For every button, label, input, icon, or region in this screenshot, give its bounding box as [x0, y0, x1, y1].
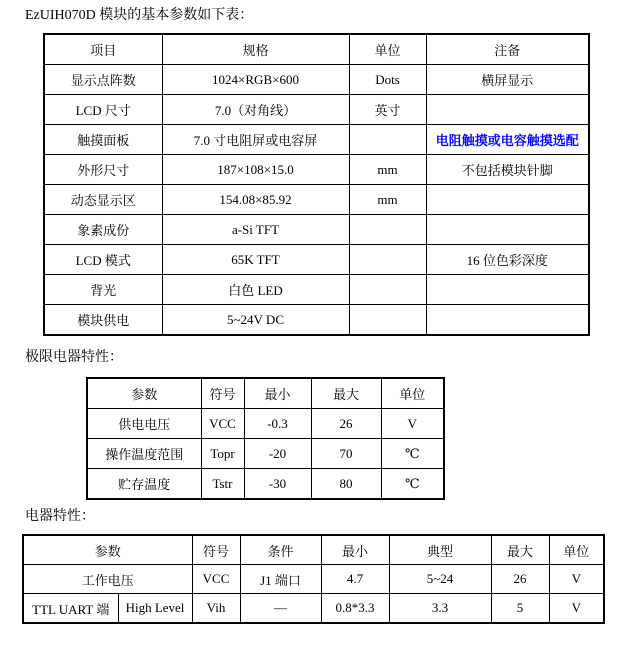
- electrical-characteristics-heading: 电器特性：: [25, 509, 95, 524]
- table-row: [44, 245, 589, 275]
- cell: VCC: [201, 409, 244, 439]
- header-cell: 条件: [240, 535, 321, 565]
- table-row: [87, 469, 444, 500]
- cell: 4.7: [321, 565, 389, 594]
- basic-parameters-table: [43, 33, 590, 336]
- cell: 16 位色彩深度: [426, 245, 589, 275]
- cell: J1 端口: [240, 565, 321, 594]
- cell: 154.08×85.92: [162, 185, 349, 215]
- cell: 显示点阵数: [44, 65, 162, 95]
- cell: 外形尺寸: [44, 155, 162, 185]
- cell: Dots: [349, 65, 426, 95]
- cell: [426, 95, 589, 125]
- header-cell: 参数: [23, 535, 192, 565]
- header-cell: 最大: [311, 378, 381, 409]
- cell: 187×108×15.0: [162, 155, 349, 185]
- cell: TTL UART 端: [23, 594, 118, 624]
- table-row: [44, 185, 589, 215]
- cell: 白色 LED: [162, 275, 349, 305]
- cell: 5~24: [389, 565, 491, 594]
- header-cell: 注备: [426, 34, 589, 65]
- cell: 26: [491, 565, 549, 594]
- cell: Tstr: [201, 469, 244, 500]
- header-row: [87, 378, 444, 409]
- cell: [349, 245, 426, 275]
- basic-parameters-heading: EzUIH070D 模块的基本参数如下表：: [25, 8, 254, 23]
- header-row: [23, 535, 604, 565]
- cell: 7.0（对角线）: [162, 95, 349, 125]
- cell: V: [549, 594, 604, 624]
- cell: [426, 215, 589, 245]
- cell: 模块供电: [44, 305, 162, 336]
- cell: [349, 305, 426, 336]
- cell: 供电电压: [87, 409, 201, 439]
- electrical-characteristics-body: [23, 535, 604, 623]
- table-row: [44, 305, 589, 336]
- cell: [349, 125, 426, 155]
- cell: [426, 185, 589, 215]
- cell: -30: [244, 469, 311, 500]
- limit-characteristics-table: [86, 377, 445, 500]
- cell: [349, 275, 426, 305]
- cell: High Level: [118, 594, 192, 624]
- cell: ℃: [381, 439, 444, 469]
- table-row: [23, 565, 604, 594]
- header-cell: 项目: [44, 34, 162, 65]
- cell: 65K TFT: [162, 245, 349, 275]
- cell: [426, 305, 589, 336]
- header-cell: 最小: [244, 378, 311, 409]
- table-row: [44, 215, 589, 245]
- cell: 横屏显示: [426, 65, 589, 95]
- header-cell: 最大: [491, 535, 549, 565]
- header-cell: 符号: [201, 378, 244, 409]
- cell: 象素成份: [44, 215, 162, 245]
- cell: mm: [349, 185, 426, 215]
- table-row: [23, 594, 604, 624]
- cell: Vih: [192, 594, 240, 624]
- cell: 1024×RGB×600: [162, 65, 349, 95]
- cell: 80: [311, 469, 381, 500]
- cell: -20: [244, 439, 311, 469]
- cell: ℃: [381, 469, 444, 500]
- cell: 26: [311, 409, 381, 439]
- cell: 不包括模块针脚: [426, 155, 589, 185]
- cell: -0.3: [244, 409, 311, 439]
- table-row: [87, 439, 444, 469]
- cell: 7.0 寸电阻屏或电容屏: [162, 125, 349, 155]
- cell: LCD 尺寸: [44, 95, 162, 125]
- limit-characteristics-body: [87, 378, 444, 499]
- header-cell: 单位: [381, 378, 444, 409]
- basic-parameters-body: [44, 34, 589, 335]
- header-cell: 规格: [162, 34, 349, 65]
- cell: 触摸面板: [44, 125, 162, 155]
- cell: 3.3: [389, 594, 491, 624]
- highlight-cell: 电阻触摸或电容触摸选配: [426, 125, 589, 155]
- header-cell: 典型: [389, 535, 491, 565]
- cell: 动态显示区: [44, 185, 162, 215]
- header-row: [44, 34, 589, 65]
- header-cell: 符号: [192, 535, 240, 565]
- cell: 5: [491, 594, 549, 624]
- cell: V: [381, 409, 444, 439]
- header-cell: 单位: [349, 34, 426, 65]
- cell: 工作电压: [23, 565, 192, 594]
- cell: VCC: [192, 565, 240, 594]
- limit-characteristics-heading: 极限电器特性：: [25, 350, 123, 365]
- table-row: [44, 155, 589, 185]
- header-cell: 最小: [321, 535, 389, 565]
- cell: 英寸: [349, 95, 426, 125]
- table-row: [87, 409, 444, 439]
- cell: [426, 275, 589, 305]
- cell: V: [549, 565, 604, 594]
- cell: 5~24V DC: [162, 305, 349, 336]
- table-row: [44, 95, 589, 125]
- cell: [349, 215, 426, 245]
- cell: —: [240, 594, 321, 624]
- header-cell: 单位: [549, 535, 604, 565]
- cell: 操作温度范围: [87, 439, 201, 469]
- cell: 0.8*3.3: [321, 594, 389, 624]
- table-row: [44, 275, 589, 305]
- cell: a-Si TFT: [162, 215, 349, 245]
- cell: 70: [311, 439, 381, 469]
- cell: LCD 模式: [44, 245, 162, 275]
- cell: 背光: [44, 275, 162, 305]
- cell: 贮存温度: [87, 469, 201, 500]
- header-cell: 参数: [87, 378, 201, 409]
- table-row: [44, 125, 589, 155]
- table-row: [44, 65, 589, 95]
- electrical-characteristics-table: [22, 534, 605, 624]
- cell: mm: [349, 155, 426, 185]
- cell: Topr: [201, 439, 244, 469]
